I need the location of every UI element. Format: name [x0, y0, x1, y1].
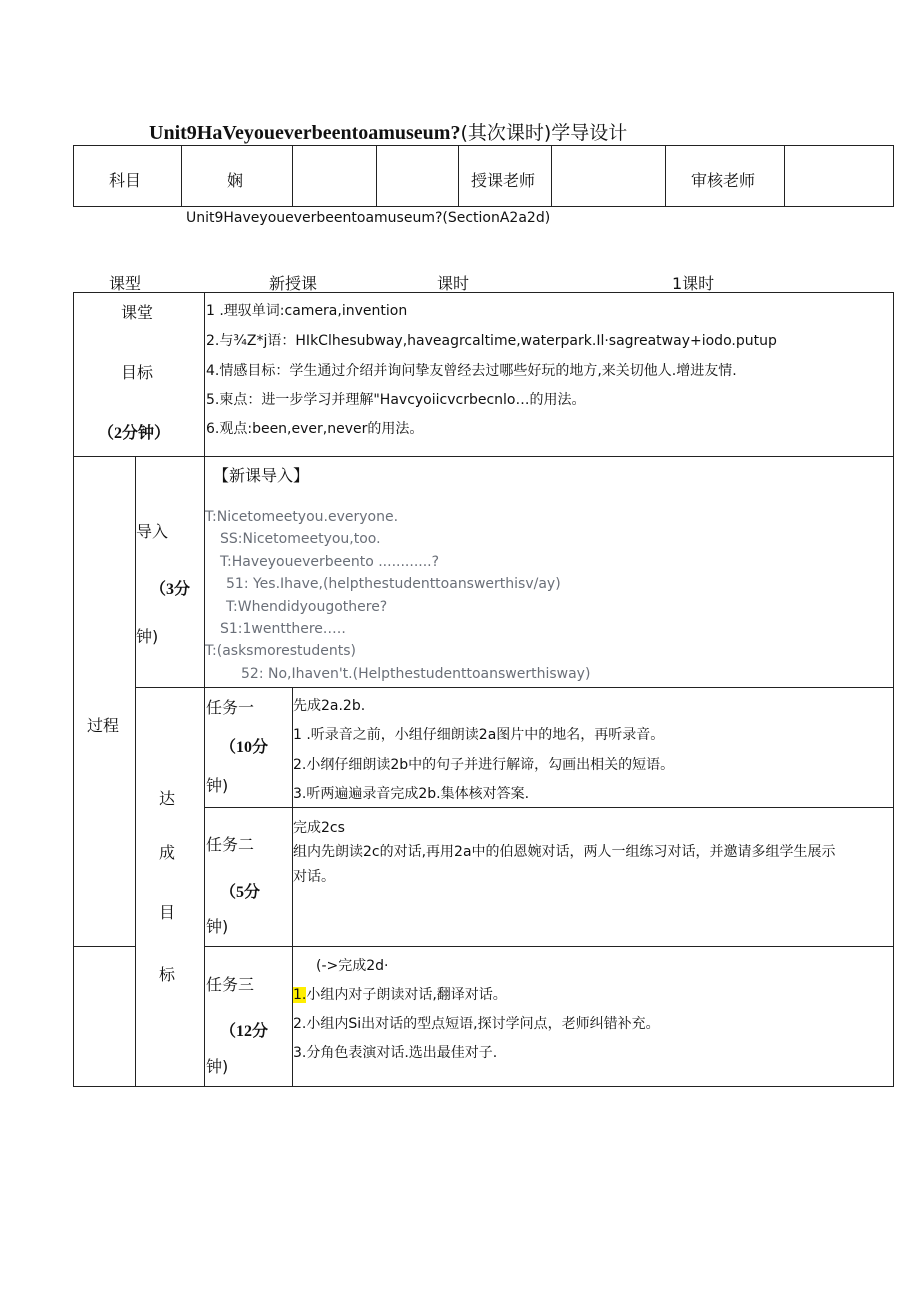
- task1-line: 2.小纲仔细朗读2b中的句子并进行解谛，勾画出相关的短语。: [293, 757, 675, 773]
- task3-time-2: 钟): [206, 1057, 229, 1076]
- process-label: 过程: [87, 716, 120, 735]
- task1-label: 任务一: [206, 698, 255, 717]
- subject-value: 娴: [227, 171, 244, 190]
- intro-heading: 【新课导入】: [213, 466, 310, 485]
- task1-time: （10分: [220, 739, 269, 756]
- task3-label: 任务三: [206, 975, 255, 994]
- task3-line: 2.小组内Si出对话的型点短语,探讨学问点，老师纠错补充。: [293, 1016, 660, 1032]
- task1-line: 1 .听录音之前，小组仔细朗读2a图片中的地名，再听录音。: [293, 727, 665, 743]
- goal-item: 5.柬点：进一步学习并理解"Havcyoiicvcrbecnlo…的用法。: [206, 392, 586, 408]
- goals-time: （2分钟）: [98, 425, 171, 442]
- hours-label: 课时: [437, 274, 470, 293]
- intro-line: T:Whendidyougothere?: [226, 599, 388, 615]
- task2-line: 完成2cs: [293, 820, 345, 836]
- task2-line: 对话。: [293, 869, 335, 885]
- intro-line: S1:1wentthere.….: [220, 621, 346, 637]
- achieve-char: 目: [159, 903, 176, 922]
- task2-label: 任务二: [206, 835, 255, 854]
- hours-value: 1课时: [672, 274, 715, 293]
- goals-label-2: 目标: [121, 363, 154, 382]
- intro-line: 52: No,Ihaven't.(Helpthestudenttoanswerthisway): [241, 666, 591, 682]
- subject-label: 科目: [109, 171, 142, 190]
- task1-line: 先成2a.2b.: [293, 698, 366, 714]
- intro-time-2: 钟): [136, 627, 159, 646]
- task1-time-2: 钟): [206, 776, 229, 795]
- main-table: [73, 292, 894, 1087]
- intro-label: 导入: [136, 522, 169, 541]
- intro-line: 51: Yes.Ihave,(helpthestudenttoanswerthisv/ay): [226, 576, 561, 592]
- task2-time-2: 钟): [206, 917, 229, 936]
- goal-item: 4.情感目标：学生通过介绍并询问挚友曾经去过哪些好玩的地方,来关切他人.增进友情.: [206, 363, 737, 379]
- task3-heading: (->完成2d·: [316, 958, 389, 974]
- task3-line-first: 1.小组内对子朗读对话,翻译对话。: [293, 987, 507, 1003]
- achieve-char: 标: [159, 965, 176, 984]
- task2-time: （5分: [220, 884, 261, 901]
- achieve-char: 达: [159, 789, 176, 808]
- intro-time: （3分: [150, 581, 191, 598]
- intro-line: SS:Nicetomeetyou,too.: [220, 531, 381, 547]
- lesson-type-label: 课型: [109, 274, 142, 293]
- goal-item: 2.与¾Z*j语：HIkClhesubway,haveagrcaltime,waterpark.Il·sagreatway+iodo.putup: [206, 333, 777, 349]
- document-title: Unit9HaVeyoueverbeentoamuseum?(其次课时)学导设计: [149, 122, 628, 144]
- goal-item: 6.观点:been,ever,never的用法。: [206, 421, 424, 437]
- teacher-label: 授课老师: [471, 171, 536, 190]
- goal-item: 1 .理驭单词:camera,invention: [206, 303, 408, 319]
- reviewer-label: 审核老师: [691, 171, 756, 190]
- section-line: Unit9Haveyoueverbeentoamuseum?(SectionA2a2d): [186, 210, 551, 226]
- goals-label-1: 课堂: [121, 303, 154, 322]
- task3-time: （12分: [220, 1023, 269, 1040]
- task2-line: 组内先朗读2c的对话,再用2a中的伯恩婉对话，两人一组练习对话，并邀请多组学生展示: [293, 844, 836, 860]
- achieve-char: 成: [159, 843, 176, 862]
- intro-line: T:(asksmorestudents): [205, 643, 357, 659]
- task1-line: 3.听两遍遍录音完成2b.集体核对答案.: [293, 786, 530, 802]
- task3-line: 3.分角色表演对话.选出最佳对子.: [293, 1045, 498, 1061]
- lesson-type-value: 新授课: [269, 274, 318, 293]
- intro-line: T:Haveyoueverbeento ............?: [220, 554, 440, 570]
- highlight-marker: 1.: [293, 987, 307, 1003]
- intro-line: T:Nicetomeetyou.everyone.: [205, 509, 399, 525]
